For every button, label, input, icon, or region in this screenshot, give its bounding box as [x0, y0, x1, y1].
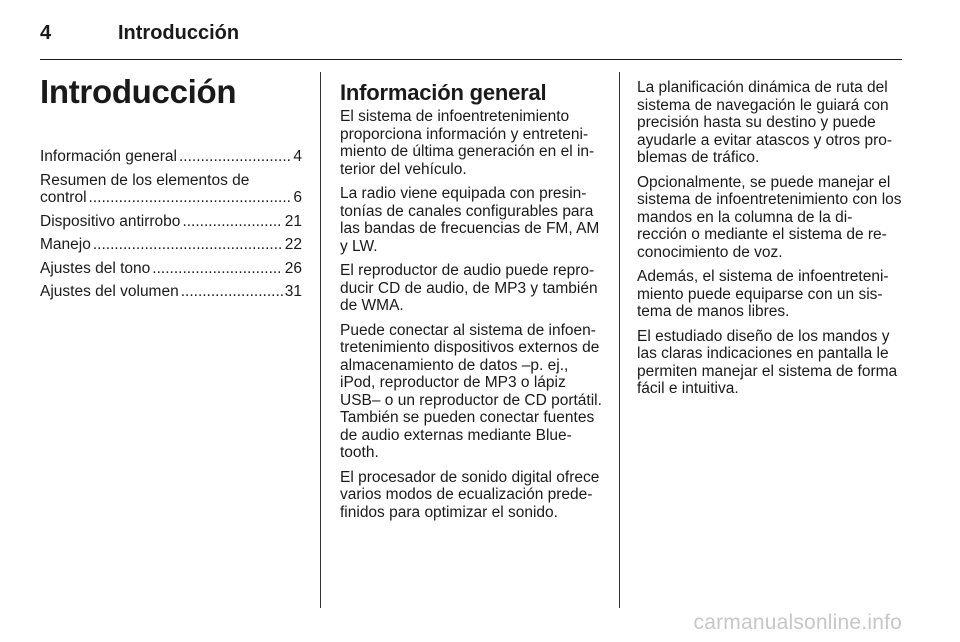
toc-entry-label: control	[40, 189, 87, 206]
body-paragraph: El estudiado diseño de los mandos y las claras indicaciones en pantalla le permiten manejar el sistema de forma fácil e intuitiva.	[637, 327, 898, 397]
toc-entry-ajustes-tono[interactable]	[40, 260, 302, 278]
toc-entry-label: Ajustes del volumen	[40, 283, 179, 300]
general-info-continued-column	[637, 79, 902, 405]
body-paragraph: El sistema de infoentretenimiento proporciona información y entreteni-miento de última generación en el in-terior del vehículo.	[340, 108, 595, 178]
toc-leader	[93, 236, 283, 254]
toc-column	[40, 72, 302, 307]
toc-leader	[181, 283, 283, 301]
toc-entry-label-first-line: Resumen de los elementos de	[40, 171, 250, 189]
page-header	[40, 20, 920, 46]
column-divider	[619, 72, 620, 608]
toc-entry-manejo[interactable]	[40, 236, 302, 254]
body-paragraph: La planificación dinámica de ruta del sistema de navegación le guiará con precisión hasta su destino y puede ayudarle a evitar atascos y otros pro-blemas de tráfico.	[637, 79, 893, 166]
chapter-title: Introducción	[40, 73, 237, 110]
toc-entry-page: 22	[284, 236, 302, 253]
header-rule	[40, 59, 902, 60]
body-paragraph: El reproductor de audio puede repro-ducir CD de audio, de MP3 y también de WMA.	[340, 262, 598, 314]
toc-leader	[152, 260, 282, 278]
toc-entry-dispositivo-antirrobo[interactable]	[40, 213, 302, 231]
table-of-contents	[40, 148, 302, 301]
section-title: Introducción	[118, 22, 240, 44]
toc-entry-page: 26	[284, 259, 302, 277]
toc-entry-label: Información general	[40, 148, 177, 165]
toc-entry-resumen-elementos-control[interactable]	[40, 172, 302, 207]
toc-entry-informacion-general[interactable]	[40, 148, 302, 166]
toc-entry-page: 6	[293, 189, 302, 206]
toc-leader	[89, 189, 292, 207]
body-paragraph: El procesador de sonido digital ofrece varios modos de ecualización prede-finidos para optimizar el sonido.	[340, 468, 600, 521]
toc-entry-label: Dispositivo antirrobo	[40, 212, 181, 230]
watermark: carmanualsonline.info	[693, 611, 902, 634]
toc-entry-page: 4	[293, 148, 302, 165]
column-divider	[320, 72, 321, 608]
section-heading: Información general	[340, 80, 547, 105]
body-paragraph: Puede conectar al sistema de infoen-tretenimiento dispositivos externos de almacenamiento de datos –p. ej., iPod, reproductor de MP3 o lápiz USB– o un reproductor de CD portátil. También se pueden conectar fuentes de audio externas mediante Blue-tooth.	[340, 321, 602, 461]
toc-entry-page: 21	[284, 212, 302, 230]
body-paragraph: Opcionalmente, se puede manejar el sistema de infoentretenimiento con los mandos en la columna de la di-rección o mediante el sistema de re-conocimiento de voz.	[637, 173, 902, 261]
toc-leader	[179, 148, 291, 166]
toc-leader	[182, 213, 282, 231]
toc-entry-label: Ajustes del tono	[40, 259, 151, 277]
body-paragraph: Además, el sistema de infoentreteni-miento puede equiparse con un sis-tema de manos libres.	[637, 268, 889, 320]
page-number: 4	[40, 22, 52, 44]
general-info-column	[340, 80, 602, 528]
body-paragraph: La radio viene equipada con presin-tonías de canales configurables para las bandas de frecuencias de FM, AM y LW.	[340, 185, 600, 255]
toc-entry-label: Manejo	[40, 236, 91, 253]
toc-entry-page: 31	[284, 283, 302, 300]
toc-entry-ajustes-volumen[interactable]	[40, 283, 302, 301]
